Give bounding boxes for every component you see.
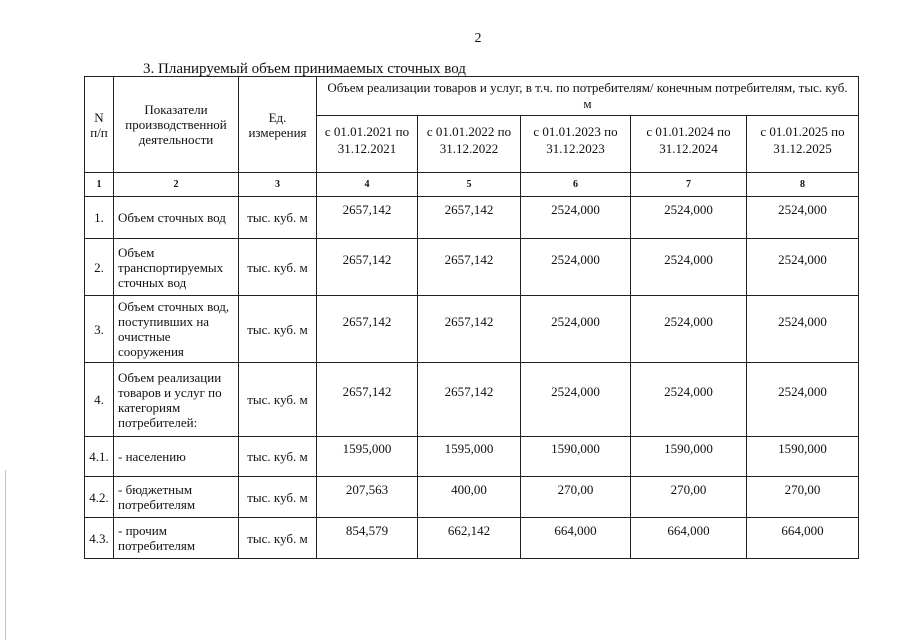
row-indicator (114, 477, 239, 518)
row-number: 4.1. (85, 437, 114, 477)
row-value-2023: 1590,000 (521, 437, 631, 477)
period-to: 31.12.2023 (546, 141, 605, 156)
header-num (85, 77, 114, 173)
table-row (85, 477, 859, 518)
header-volume-group-line: Объем реализации товаров и услуг, в т.ч. по потребителям/ конечным потребителям, тыс. куб. (327, 80, 848, 95)
row-value-2021: 2657,142 (317, 239, 418, 296)
period-to: 31.12.2025 (773, 141, 832, 156)
row-number: 4.3. (85, 518, 114, 559)
header-volume-group-line: м (583, 96, 592, 111)
row-unit: тыс. куб. м (239, 518, 317, 559)
row-indicator-line: Объем (118, 244, 155, 260)
period-to: 31.12.2021 (337, 141, 397, 156)
row-number: 4.2. (85, 477, 114, 518)
column-number-2: 2 (114, 173, 239, 197)
header-num-line: N (94, 109, 104, 125)
row-number: 3. (85, 296, 114, 363)
header-indicator (114, 77, 239, 173)
wastewater-volume-table (84, 76, 859, 559)
column-number-5: 5 (418, 173, 521, 197)
row-value-2023: 2524,000 (521, 363, 631, 437)
row-indicator-line: потребителям (118, 497, 196, 512)
period-from: с 01.01.2021 по (324, 124, 410, 139)
row-value-2021: 2657,142 (317, 296, 418, 363)
row-value-2023: 2524,000 (521, 296, 631, 363)
header-indicator-line: деятельности (138, 132, 214, 147)
row-value-2023: 2524,000 (521, 239, 631, 296)
period-from: с 01.01.2025 по (760, 124, 845, 139)
row-indicator-line: - бюджетным (118, 482, 193, 497)
row-indicator-line: Объем реализации (118, 369, 222, 385)
table-row (85, 239, 859, 296)
row-unit: тыс. куб. м (239, 197, 317, 239)
header-unit (239, 77, 317, 173)
header-indicator-line: Показатели (144, 102, 208, 117)
row-indicator-line: транспортируемых (118, 259, 224, 275)
row-indicator (114, 518, 239, 559)
period-from: с 01.01.2023 по (533, 124, 618, 139)
row-unit: тыс. куб. м (239, 239, 317, 296)
header-period-2024 (631, 116, 747, 173)
row-number: 2. (85, 239, 114, 296)
row-indicator-line: очистные (118, 329, 171, 344)
period-from: с 01.01.2022 по (426, 124, 512, 139)
row-value-2025: 1590,000 (747, 437, 859, 477)
column-number-1: 1 (85, 173, 114, 197)
row-value-2022: 662,142 (418, 518, 521, 559)
row-indicator (114, 363, 239, 437)
row-value-2022: 400,00 (418, 477, 521, 518)
column-number-4: 4 (317, 173, 418, 197)
row-indicator (114, 197, 239, 239)
header-row (85, 77, 859, 116)
row-value-2021: 2657,142 (317, 197, 418, 239)
scan-edge-mark (5, 470, 6, 640)
row-value-2025: 2524,000 (747, 296, 859, 363)
header-period-2021 (317, 116, 418, 173)
header-period-2022 (418, 116, 521, 173)
table-row (85, 296, 859, 363)
row-unit: тыс. куб. м (239, 477, 317, 518)
row-value-2022: 2657,142 (418, 296, 521, 363)
row-unit: тыс. куб. м (239, 437, 317, 477)
period-to: 31.12.2024 (659, 141, 718, 156)
row-indicator-line: сточных вод (118, 274, 187, 290)
row-indicator-line: - прочим (118, 523, 167, 538)
column-number-8: 8 (747, 173, 859, 197)
row-value-2025: 2524,000 (747, 197, 859, 239)
period-from: с 01.01.2024 по (646, 124, 731, 139)
header-num-line: п/п (90, 124, 108, 140)
row-value-2022: 2657,142 (418, 363, 521, 437)
table-row (85, 197, 859, 239)
row-indicator-line: - населению (118, 449, 186, 464)
row-number: 4. (85, 363, 114, 437)
header-indicator-line: производственной (125, 117, 227, 132)
column-number-3: 3 (239, 173, 317, 197)
row-indicator-line: сооружения (118, 344, 184, 359)
row-indicator-line: категориям (118, 399, 181, 415)
row-indicator-line: поступивших на (118, 314, 210, 329)
row-value-2024: 2524,000 (631, 197, 747, 239)
period-to: 31.12.2022 (439, 141, 499, 156)
row-value-2024: 664,000 (631, 518, 747, 559)
row-value-2025: 2524,000 (747, 363, 859, 437)
row-value-2021: 854,579 (317, 518, 418, 559)
page-number: 2 (474, 31, 482, 46)
row-value-2023: 270,00 (521, 477, 631, 518)
row-unit: тыс. куб. м (239, 296, 317, 363)
row-indicator (114, 437, 239, 477)
row-number: 1. (85, 197, 114, 239)
row-indicator-line: Объем сточных вод (118, 210, 226, 225)
row-indicator (114, 239, 239, 296)
row-indicator-line: товаров и услуг по (118, 384, 222, 400)
row-value-2024: 2524,000 (631, 239, 747, 296)
header-volume-group (317, 77, 859, 116)
column-number-6: 6 (521, 173, 631, 197)
row-value-2021: 1595,000 (317, 437, 418, 477)
table-row (85, 363, 859, 437)
row-value-2024: 2524,000 (631, 363, 747, 437)
row-value-2022: 2657,142 (418, 239, 521, 296)
table-row (85, 437, 859, 477)
row-indicator-line: Объем сточных вод, (118, 299, 230, 314)
header-period-2023 (521, 116, 631, 173)
row-value-2021: 2657,142 (317, 363, 418, 437)
row-indicator (114, 296, 239, 363)
row-value-2025: 270,00 (747, 477, 859, 518)
column-number-7: 7 (631, 173, 747, 197)
row-value-2021: 207,563 (317, 477, 418, 518)
row-indicator-line: потребителей: (118, 414, 198, 430)
row-value-2024: 1590,000 (631, 437, 747, 477)
row-value-2022: 1595,000 (418, 437, 521, 477)
row-indicator-line: потребителям (118, 538, 196, 553)
row-value-2022: 2657,142 (418, 197, 521, 239)
row-value-2023: 664,000 (521, 518, 631, 559)
row-value-2023: 2524,000 (521, 197, 631, 239)
section-title: 3. Планируемый объем принимаемых сточных вод (143, 61, 466, 77)
column-numbers-row (85, 173, 859, 197)
header-period-2025 (747, 116, 859, 173)
row-value-2024: 2524,000 (631, 296, 747, 363)
row-unit: тыс. куб. м (239, 363, 317, 437)
row-value-2025: 2524,000 (747, 239, 859, 296)
row-value-2025: 664,000 (747, 518, 859, 559)
table-row (85, 518, 859, 559)
header-unit-line: измерения (248, 124, 307, 140)
row-value-2024: 270,00 (631, 477, 747, 518)
header-unit-line: Ед. (268, 109, 287, 125)
